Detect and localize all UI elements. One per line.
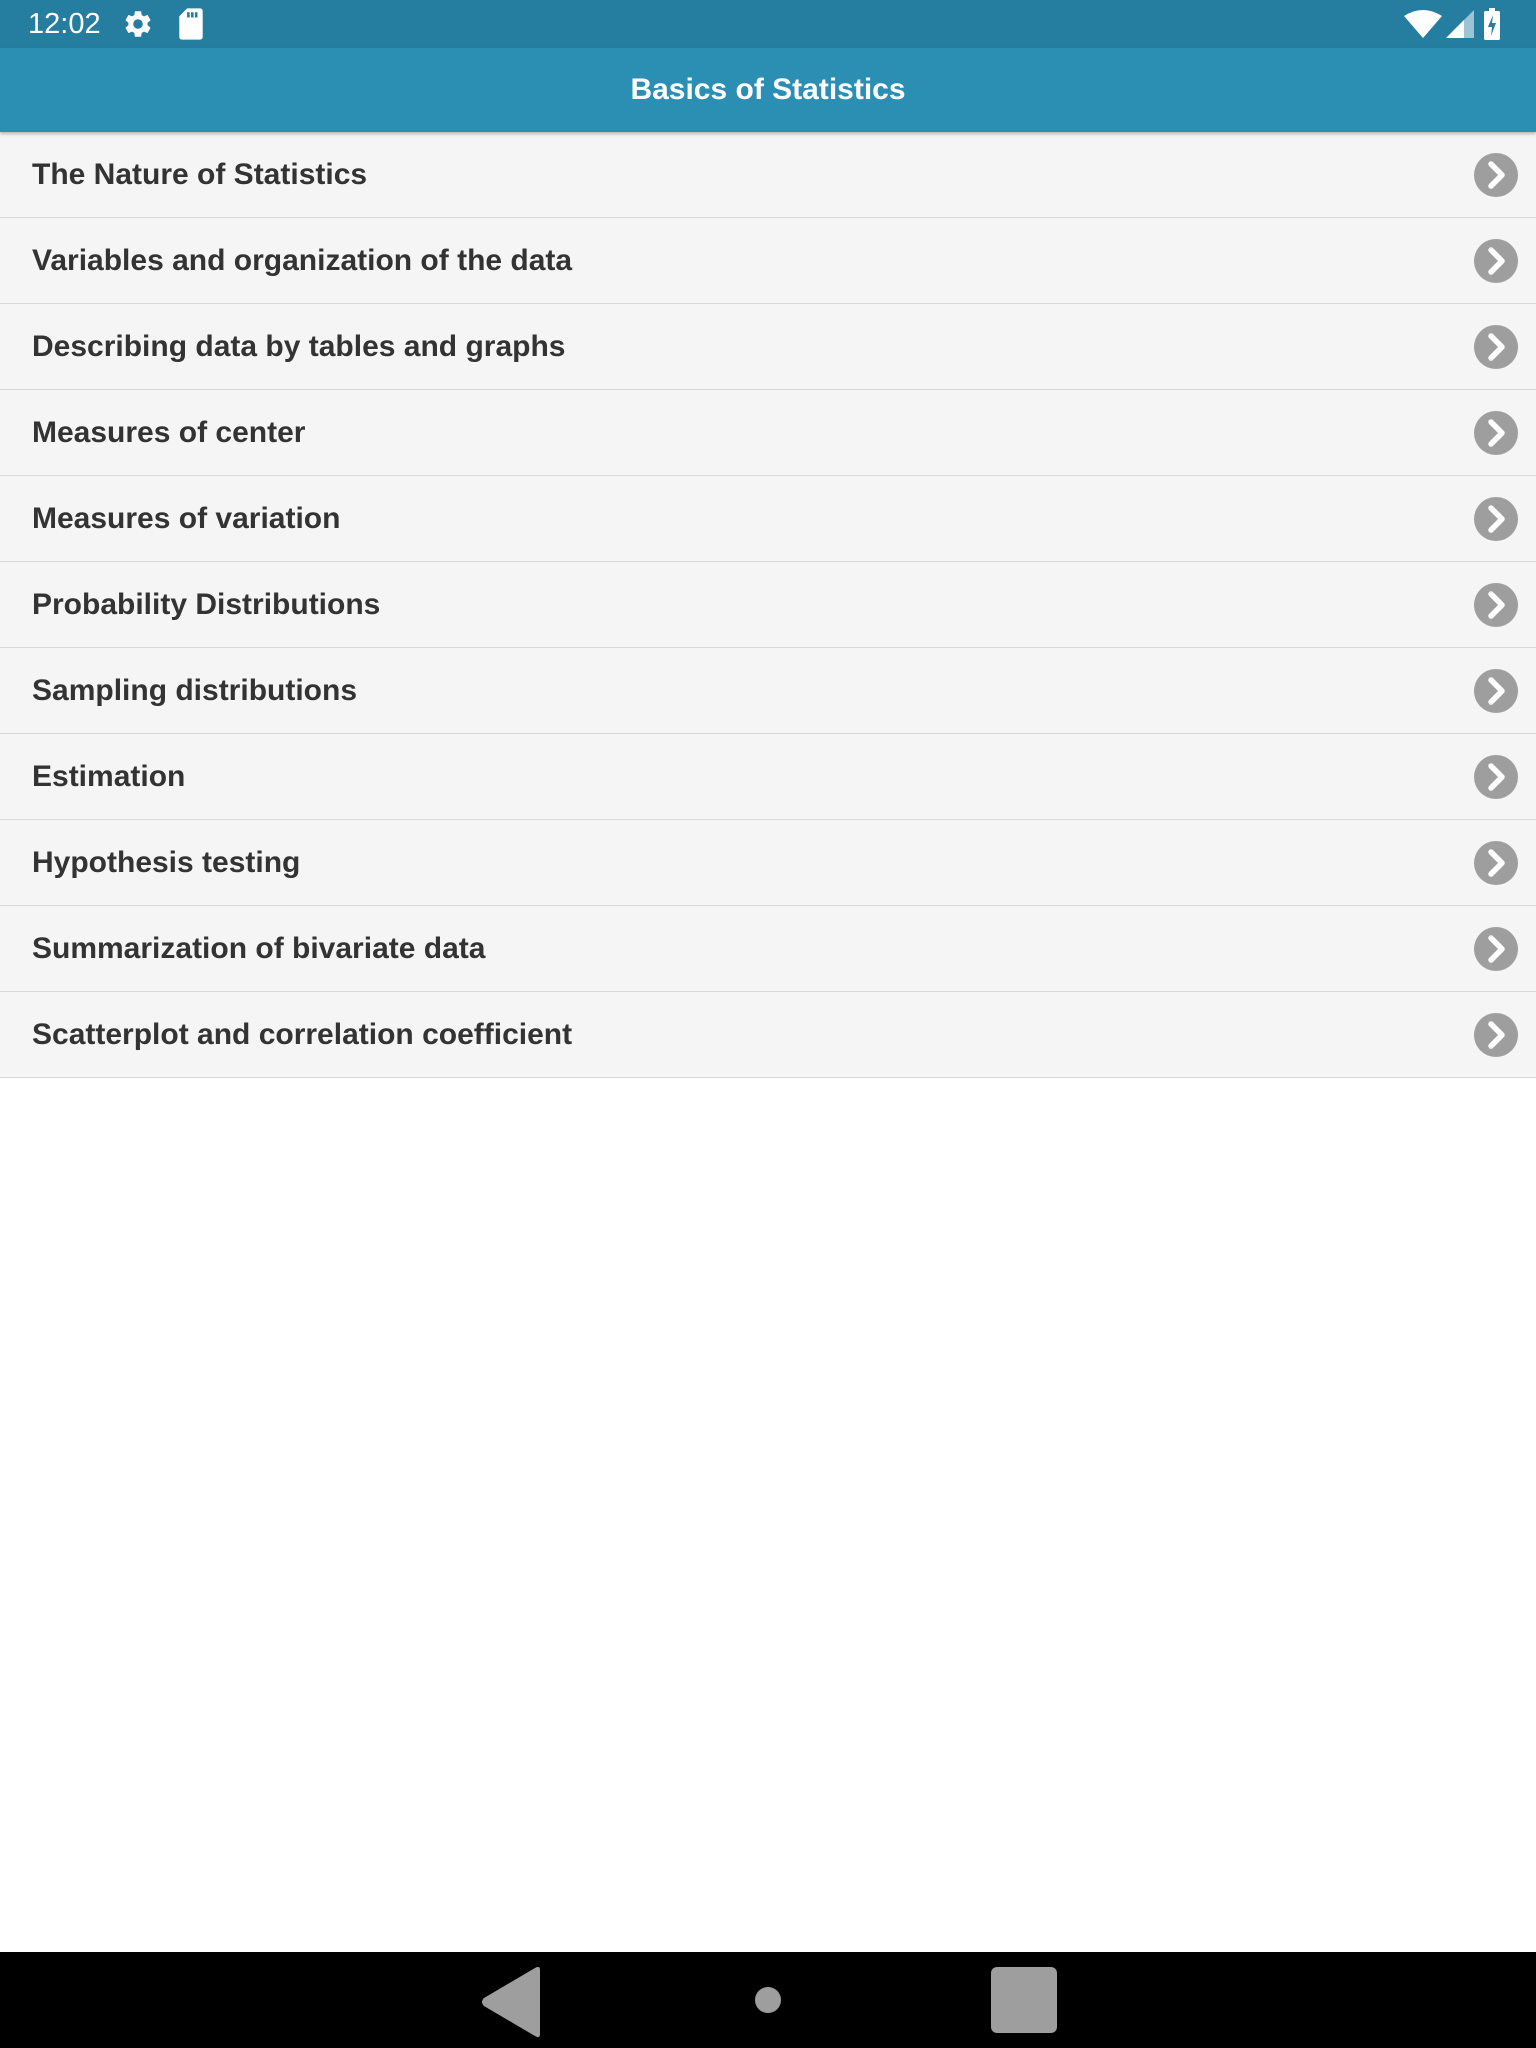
list-item[interactable] bbox=[0, 820, 1536, 906]
back-icon[interactable] bbox=[478, 1966, 544, 2043]
chevron-right-icon bbox=[1474, 325, 1518, 369]
gear-icon bbox=[122, 8, 154, 45]
chevron-right-icon bbox=[1474, 1013, 1518, 1057]
status-time: 12:02 bbox=[28, 8, 101, 40]
list-item-label: Measures of center bbox=[32, 416, 306, 449]
home-icon[interactable] bbox=[754, 1986, 782, 2019]
chevron-right-icon bbox=[1474, 497, 1518, 541]
list-item-label: Hypothesis testing bbox=[32, 846, 301, 879]
list-item[interactable] bbox=[0, 648, 1536, 734]
recents-icon[interactable] bbox=[990, 1966, 1058, 2039]
list-item[interactable] bbox=[0, 476, 1536, 562]
chevron-right-icon bbox=[1474, 841, 1518, 885]
chevron-right-icon bbox=[1474, 153, 1518, 197]
list-item-label: Probability Distributions bbox=[32, 588, 381, 621]
list-item[interactable] bbox=[0, 132, 1536, 218]
list-item-label: Measures of variation bbox=[32, 502, 341, 535]
list-item-label: Sampling distributions bbox=[32, 674, 358, 707]
list-item[interactable] bbox=[0, 992, 1536, 1078]
list-item[interactable] bbox=[0, 562, 1536, 648]
list-item[interactable] bbox=[0, 390, 1536, 476]
list-item-label: Variables and organization of the data bbox=[32, 244, 573, 277]
list-item-label: The Nature of Statistics bbox=[32, 158, 368, 191]
status-bar bbox=[0, 0, 1536, 48]
list-item[interactable] bbox=[0, 218, 1536, 304]
chevron-right-icon bbox=[1474, 927, 1518, 971]
page-title: Basics of Statistics bbox=[630, 73, 906, 106]
chevron-right-icon bbox=[1474, 411, 1518, 455]
chevron-right-icon bbox=[1474, 669, 1518, 713]
chevron-right-icon bbox=[1474, 239, 1518, 283]
list-item-label: Describing data by tables and graphs bbox=[32, 330, 566, 363]
app-bar bbox=[0, 48, 1536, 132]
navigation-bar bbox=[0, 1952, 1536, 2048]
list-item-label: Summarization of bivariate data bbox=[32, 932, 486, 965]
signal-icon bbox=[1446, 10, 1474, 43]
list-item[interactable] bbox=[0, 304, 1536, 390]
list-item[interactable] bbox=[0, 734, 1536, 820]
chevron-right-icon bbox=[1474, 583, 1518, 627]
list-item-label: Scatterplot and correlation coefficient bbox=[32, 1018, 573, 1051]
list-item[interactable] bbox=[0, 906, 1536, 992]
battery-charging-icon bbox=[1484, 8, 1500, 45]
sd-card-icon bbox=[178, 8, 204, 45]
wifi-icon bbox=[1404, 10, 1442, 43]
topic-list bbox=[0, 132, 1536, 1078]
chevron-right-icon bbox=[1474, 755, 1518, 799]
list-item-label: Estimation bbox=[32, 760, 186, 793]
